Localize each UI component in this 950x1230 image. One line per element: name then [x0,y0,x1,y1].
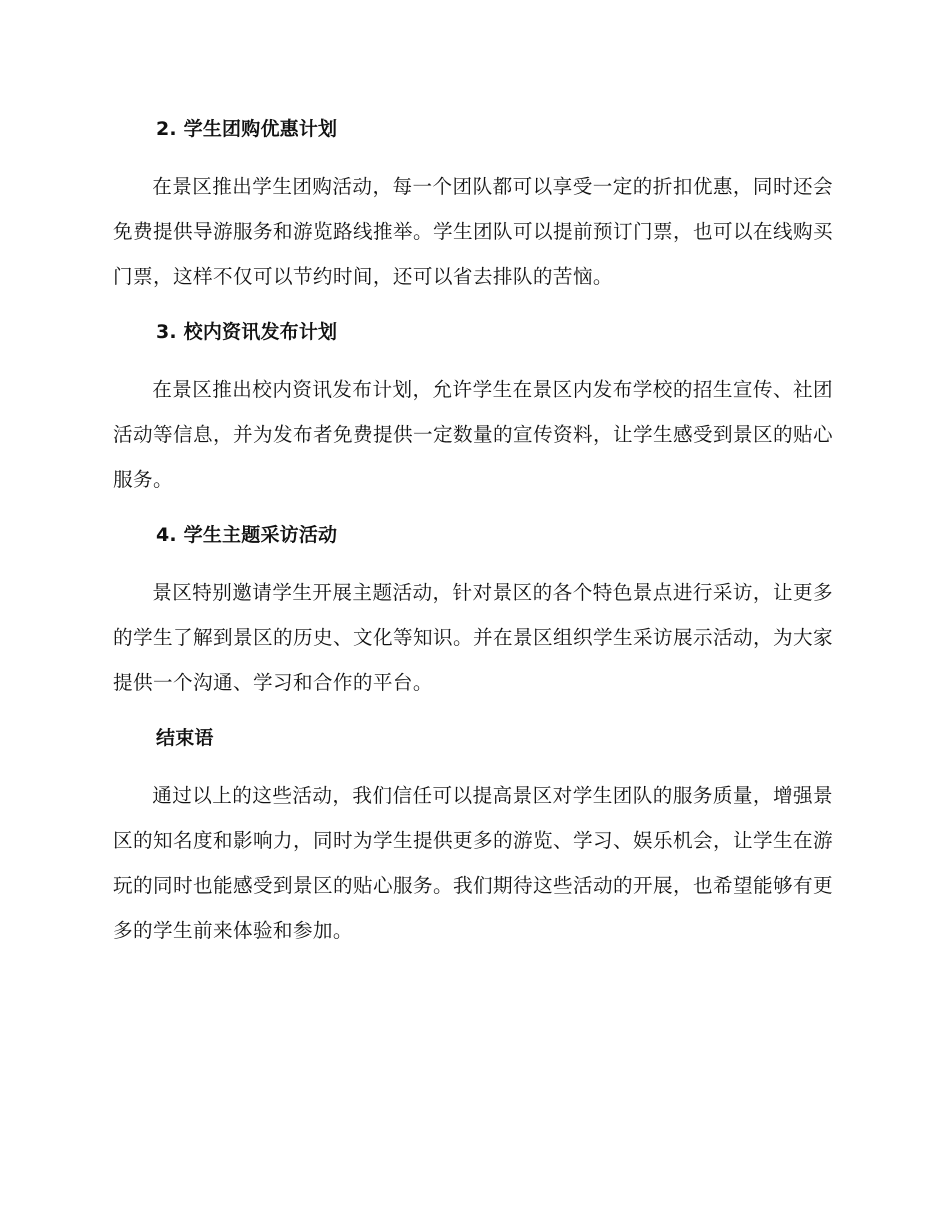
section-heading-student-group-discount: 2. 学生团购优惠计划 [156,118,338,140]
section-paragraph-student-interview: 景区特别邀请学生开展主题活动，针对景区的各个特色景点进行采访，让更多的学生了解到景区的历史、文化等知识。并在景区组织学生采访展示活动，为大家提供一个沟通、学习和合作的平台。 [113,581,833,694]
section-heading-campus-news: 3. 校内资讯发布计划 [156,321,338,343]
section-paragraph-campus-news: 在景区推出校内资讯发布计划，允许学生在景区内发布学校的招生宣传、社团活动等信息，并为发布者免费提供一定数量的宣传资料，让学生感受到景区的贴心服务。 [113,378,833,491]
section-paragraph-conclusion: 通过以上的这些活动，我们信任可以提高景区对学生团队的服务质量，增强景区的知名度和影响力，同时为学生提供更多的游览、学习、娱乐机会，让学生在游玩的同时也能感受到景区的贴心服务。我们期待这些活动的开展，也希望能够有更多的学生前来体验和参加。 [113,784,833,942]
section-heading-conclusion: 结束语 [156,727,214,749]
section-heading-student-interview: 4. 学生主题采访活动 [156,524,338,546]
document-body [113,112,833,969]
section-paragraph-student-group-discount: 在景区推出学生团购活动，每一个团队都可以享受一定的折扣优惠，同时还会免费提供导游服务和游览路线推举。学生团队可以提前预订门票，也可以在线购买门票，这样不仅可以节约时间，还可以省去排队的苦恼。 [113,175,833,288]
